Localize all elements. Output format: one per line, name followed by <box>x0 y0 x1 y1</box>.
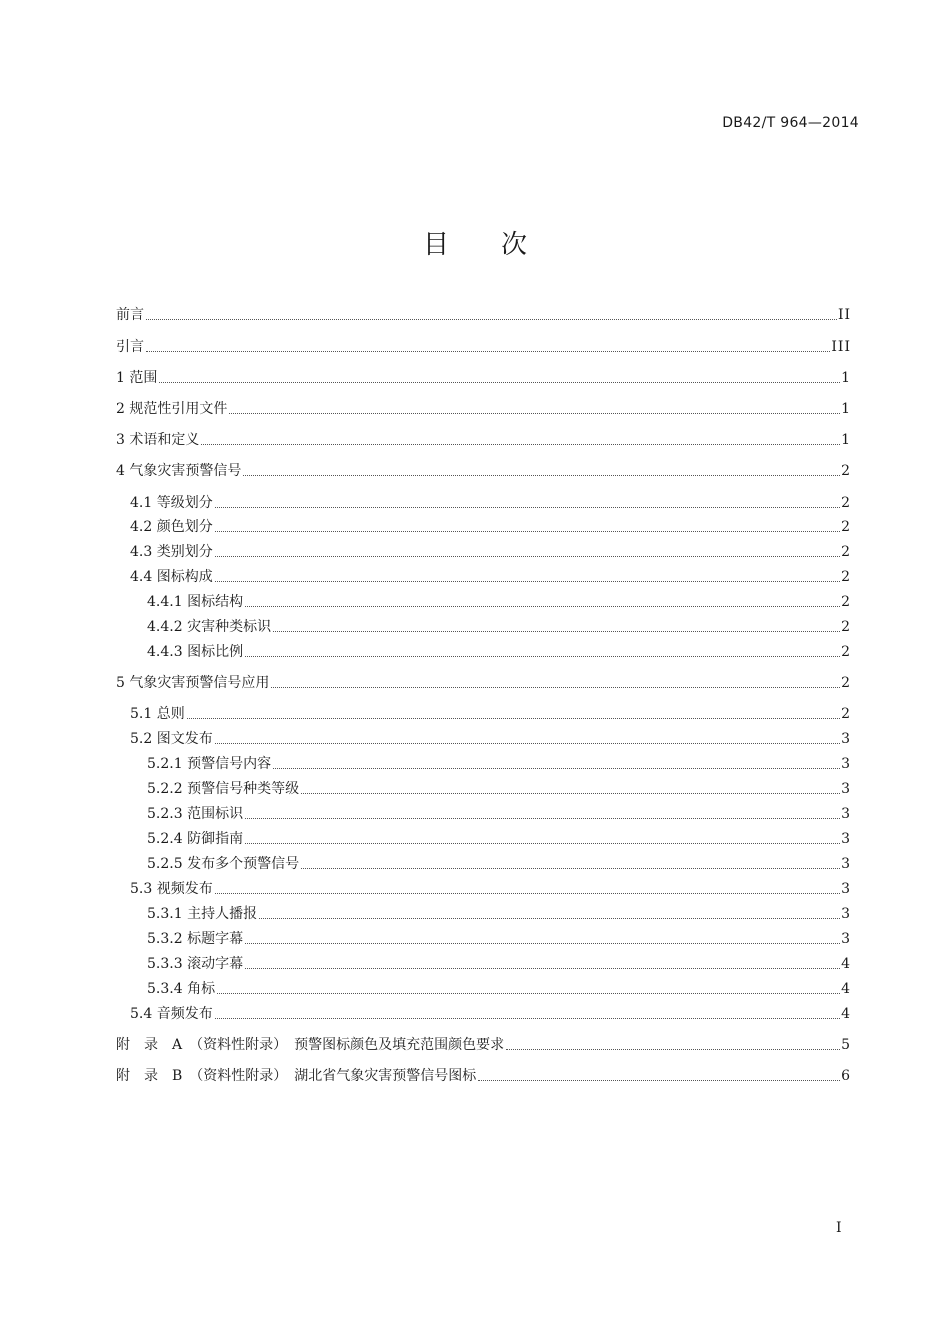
toc-leader-dots <box>229 413 840 414</box>
toc-entry-page: 2 <box>841 519 851 535</box>
toc-entry-preface[interactable] <box>116 302 851 324</box>
toc-entry-label: 4.3 类别划分 <box>130 544 213 560</box>
toc-entry-4-2[interactable] <box>130 514 851 536</box>
toc-leader-dots <box>201 444 840 445</box>
toc-entry-5-2-4[interactable] <box>147 826 851 848</box>
toc-entry-label: 5.2.1 预警信号内容 <box>147 756 272 772</box>
toc-leader-dots <box>245 818 840 819</box>
toc-leader-dots <box>301 793 840 794</box>
toc-entry-4-4-1[interactable] <box>147 589 851 611</box>
toc-entry-label: 附 录 B （资料性附录） 湖北省气象灾害预警信号图标 <box>116 1068 477 1084</box>
toc-entry-page: 2 <box>841 569 851 585</box>
toc-leader-dots <box>243 475 840 476</box>
toc-entry-5-1[interactable] <box>130 701 851 723</box>
toc-entry-2[interactable] <box>116 396 851 418</box>
toc-leader-dots <box>215 556 840 557</box>
toc-entry-page: 2 <box>841 544 851 560</box>
toc-leader-dots <box>215 531 840 532</box>
toc-entry-page: 3 <box>841 731 851 747</box>
toc-entry-label: 4.4.1 图标结构 <box>147 594 244 610</box>
toc-entry-introduction[interactable] <box>116 334 851 356</box>
toc-leader-dots <box>215 743 840 744</box>
toc-entry-4-4-3[interactable] <box>147 639 851 661</box>
toc-entry-label: 4.2 颜色划分 <box>130 519 213 535</box>
toc-entry-label: 4.4.2 灾害种类标识 <box>147 619 272 635</box>
toc-leader-dots <box>245 943 840 944</box>
toc-entry-page: 1 <box>841 432 851 448</box>
toc-entry-label: 4.1 等级划分 <box>130 495 213 511</box>
toc-entry-5-3-3[interactable] <box>147 951 851 973</box>
toc-entry-label: 5.3 视频发布 <box>130 881 213 897</box>
toc-entry-label: 引言 <box>116 339 144 355</box>
toc-entry-page: 3 <box>841 756 851 772</box>
toc-leader-dots <box>245 606 840 607</box>
toc-leader-dots <box>215 507 840 508</box>
toc-entry-label: 4.4 图标构成 <box>130 569 213 585</box>
toc-entry-5-2[interactable] <box>130 726 851 748</box>
toc-leader-dots <box>215 581 840 582</box>
toc-entry-label: 5.3.1 主持人播报 <box>147 906 258 922</box>
toc-entry-page: 2 <box>841 495 851 511</box>
toc-entry-appendix-a[interactable] <box>116 1032 851 1054</box>
toc-entry-label: 1 范围 <box>116 370 158 386</box>
toc-entry-5-3[interactable] <box>130 876 851 898</box>
toc-leader-dots <box>245 968 840 969</box>
toc-leader-dots <box>273 768 840 769</box>
toc-entry-page: 3 <box>841 906 851 922</box>
toc-leader-dots <box>245 656 840 657</box>
toc-entry-page: III <box>831 339 851 355</box>
toc-entry-4-4-2[interactable] <box>147 614 851 636</box>
toc-leader-dots <box>187 718 840 719</box>
toc-entry-page: 2 <box>841 706 851 722</box>
toc-entry-page: 4 <box>841 956 851 972</box>
toc-entry-page: 3 <box>841 856 851 872</box>
toc-entry-page: 2 <box>841 675 851 691</box>
toc-entry-page: 2 <box>841 594 851 610</box>
toc-leader-dots <box>215 893 840 894</box>
toc-leader-dots <box>478 1080 840 1081</box>
toc-entry-5[interactable] <box>116 670 851 692</box>
toc-entry-5-2-3[interactable] <box>147 801 851 823</box>
toc-entry-5-3-1[interactable] <box>147 901 851 923</box>
toc-entry-page: 1 <box>841 370 851 386</box>
toc-entry-label: 前言 <box>116 307 144 323</box>
toc-entry-label: 5.1 总则 <box>130 706 185 722</box>
page-number: I <box>836 1220 842 1236</box>
toc-entry-page: 3 <box>841 831 851 847</box>
toc-leader-dots <box>271 687 840 688</box>
toc-entry-page: 5 <box>841 1037 851 1053</box>
toc-entry-label: 5.2 图文发布 <box>130 731 213 747</box>
toc-entry-label: 5.3.3 滚动字幕 <box>147 956 244 972</box>
toc-entry-3[interactable] <box>116 427 851 449</box>
toc-entry-5-2-1[interactable] <box>147 751 851 773</box>
toc-leader-dots <box>159 382 840 383</box>
toc-entry-label: 5.2.5 发布多个预警信号 <box>147 856 300 872</box>
toc-entry-5-3-2[interactable] <box>147 926 851 948</box>
toc-entry-label: 5 气象灾害预警信号应用 <box>116 675 270 691</box>
toc-leader-dots <box>146 319 837 320</box>
toc-entry-label: 5.4 音频发布 <box>130 1006 213 1022</box>
toc-entry-page: 3 <box>841 881 851 897</box>
toc-entry-label: 5.2.2 预警信号种类等级 <box>147 781 300 797</box>
toc-entry-4-1[interactable] <box>130 490 851 512</box>
toc-leader-dots <box>259 918 840 919</box>
toc-entry-page: II <box>837 307 851 323</box>
toc-leader-dots <box>273 631 840 632</box>
toc-entry-4-3[interactable] <box>130 539 851 561</box>
toc-entry-label: 3 术语和定义 <box>116 432 200 448</box>
toc-entry-page: 3 <box>841 806 851 822</box>
toc-entry-label: 附 录 A （资料性附录） 预警图标颜色及填充范围颜色要求 <box>116 1037 505 1053</box>
toc-entry-label: 5.2.4 防御指南 <box>147 831 244 847</box>
toc-entry-page: 1 <box>841 401 851 417</box>
toc-entry-page: 2 <box>841 619 851 635</box>
toc-entry-appendix-b[interactable] <box>116 1063 851 1085</box>
toc-entry-page: 4 <box>841 981 851 997</box>
toc-leader-dots <box>506 1049 840 1050</box>
toc-leader-dots <box>215 1018 840 1019</box>
toc-leader-dots <box>217 993 840 994</box>
toc-entry-label: 5.3.2 标题字幕 <box>147 931 244 947</box>
toc-entry-5-4[interactable] <box>130 1001 851 1023</box>
toc-entry-label: 4.4.3 图标比例 <box>147 644 244 660</box>
document-code: DB42/T 964—2014 <box>722 115 859 131</box>
toc-entry-5-2-2[interactable] <box>147 776 851 798</box>
toc-entry-page: 6 <box>841 1068 851 1084</box>
toc-entry-4-4[interactable] <box>130 564 851 586</box>
toc-entry-page: 2 <box>841 644 851 660</box>
toc-leader-dots <box>301 868 840 869</box>
toc-entry-5-3-4[interactable] <box>147 976 851 998</box>
toc-entry-page: 3 <box>841 781 851 797</box>
toc-entry-4[interactable] <box>116 458 851 480</box>
toc-entry-page: 3 <box>841 931 851 947</box>
toc-entry-page: 2 <box>841 463 851 479</box>
toc-entry-5-2-5[interactable] <box>147 851 851 873</box>
toc-title: 目次 <box>422 230 579 260</box>
toc-entry-label: 2 规范性引用文件 <box>116 401 228 417</box>
toc-entry-label: 4 气象灾害预警信号 <box>116 463 242 479</box>
toc-leader-dots <box>245 843 840 844</box>
toc-entry-label: 5.3.4 角标 <box>147 981 216 997</box>
toc-entry-page: 4 <box>841 1006 851 1022</box>
toc-entry-1[interactable] <box>116 365 851 387</box>
toc-entry-label: 5.2.3 范围标识 <box>147 806 244 822</box>
toc-leader-dots <box>146 351 830 352</box>
